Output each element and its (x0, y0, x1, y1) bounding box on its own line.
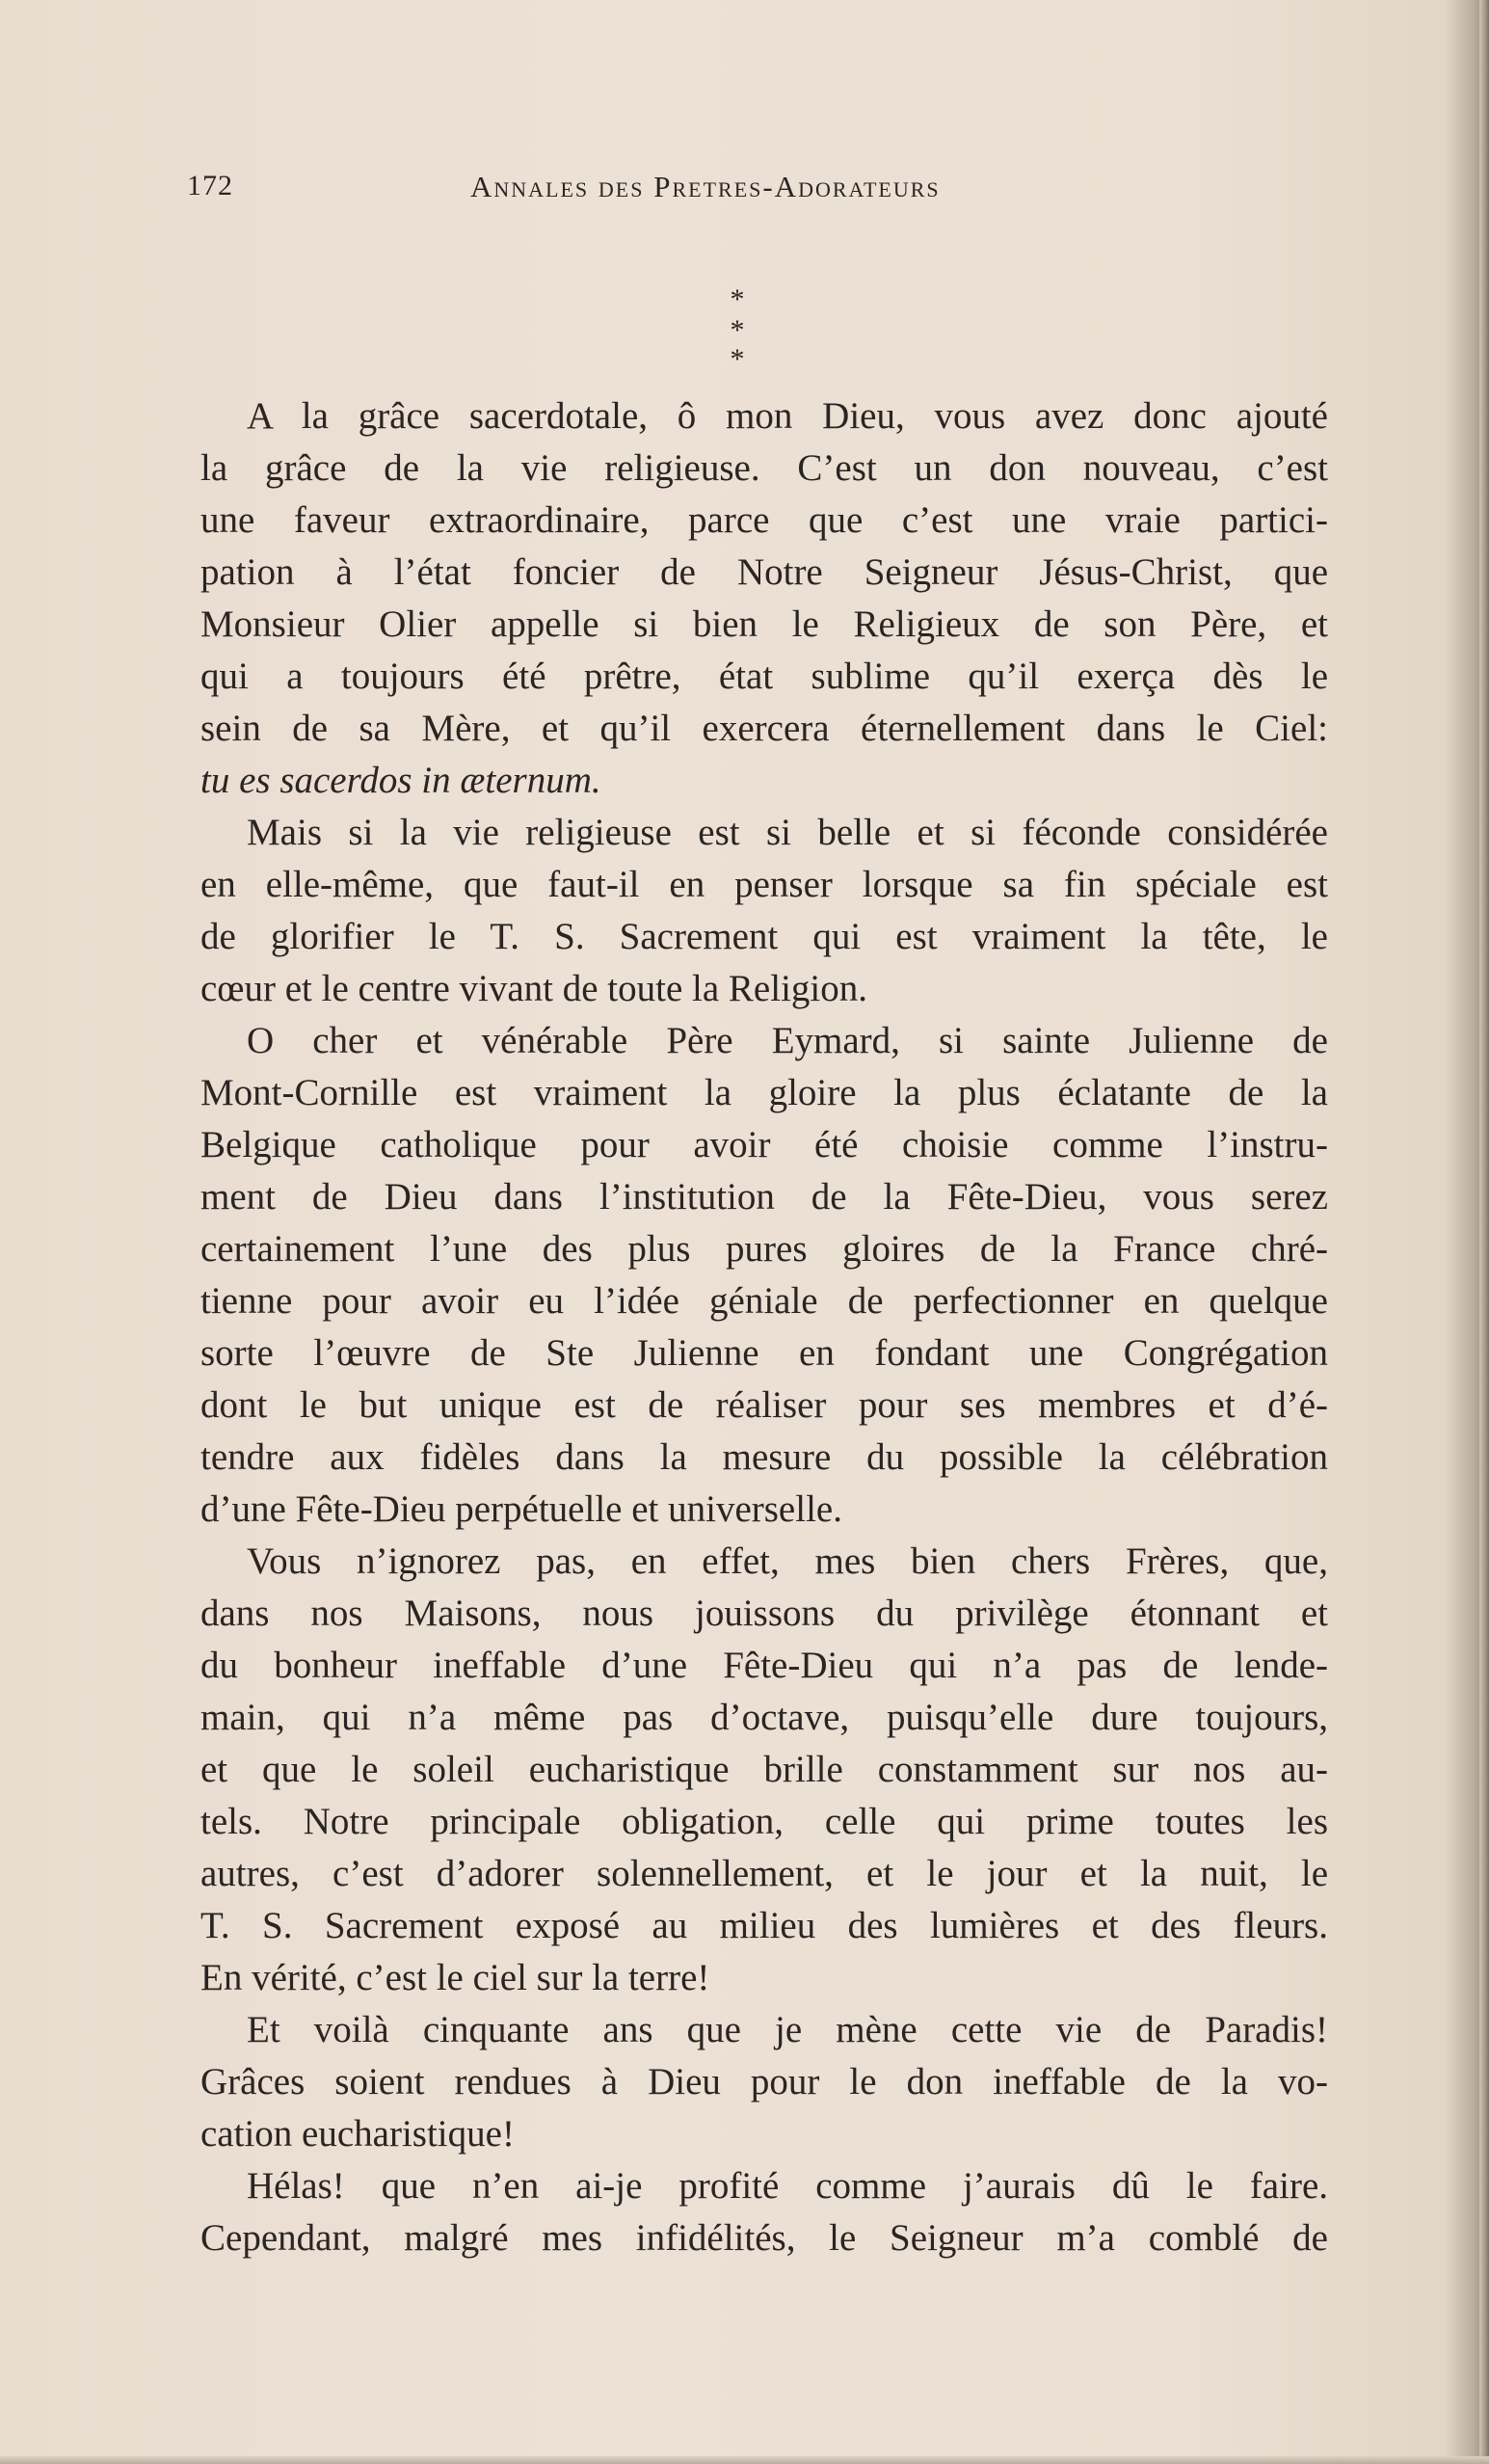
running-title: Annales des Pretres-Adorateurs (470, 170, 941, 203)
text-line: main, qui n’a même pas d’octave, puisqu’elle dure toujours, (200, 1697, 1328, 1738)
text-line: Monsieur Olier appelle si bien le Religieux de son Père, et (200, 603, 1328, 645)
text-line-italic: tu es sacerdos in æternum. (200, 760, 601, 801)
text-line: qui a toujours été prêtre, état sublime qu’il exerça dès le (200, 656, 1328, 697)
text-line: Et voilà cinquante ans que je mène cette vie de Paradis! (247, 2009, 1328, 2050)
paragraph (200, 1536, 1328, 2004)
text-line: Cependant, malgré mes infidélités, le Seigneur m’a comblé de (200, 2217, 1328, 2259)
page-number: 172 (187, 170, 233, 201)
text-line: sein de sa Mère, et qu’il exercera éternellement dans le Ciel: (200, 708, 1328, 749)
text-line: et que le soleil eucharistique brille constamment sur nos au- (200, 1749, 1328, 1790)
page-edge-bottom (0, 2456, 1489, 2464)
text-line: de glorifier le T. S. Sacrement qui est vraiment la tête, le (200, 916, 1328, 957)
text-line: ment de Dieu dans l’institution de la Fête-Dieu, vous serez (200, 1176, 1328, 1218)
text-line: En vérité, c’est le ciel sur la terre! (200, 1957, 710, 1998)
text-line: sorte l’œuvre de Ste Julienne en fondant une Congrégation (200, 1332, 1328, 1374)
asterism-bottom: * * (730, 314, 762, 375)
paragraph (200, 2160, 1328, 2264)
text-line: dont le but unique est de réaliser pour ses membres et d’é- (200, 1384, 1328, 1426)
text-line: T. S. Sacrement exposé au milieu des lumières et des fleurs. (200, 1905, 1328, 1946)
text-line: certainement l’une des plus pures gloires de la France chré- (200, 1228, 1328, 1270)
text-line: A la grâce sacerdotale, ô mon Dieu, vous avez donc ajouté (247, 395, 1328, 437)
text-line: Vous n’ignorez pas, en effet, mes bien chers Frères, que, (247, 1540, 1328, 1582)
text-line: autres, c’est d’adorer solennellement, et le jour et la nuit, le (200, 1853, 1328, 1894)
text-line: O cher et vénérable Père Eymard, si sainte Julienne de (247, 1020, 1328, 1061)
text-line: cation eucharistique! (200, 2113, 515, 2155)
text-line: en elle-même, que faut-il en penser lorsque sa fin spéciale est (200, 864, 1328, 905)
text-line: cœur et le centre vivant de toute la Religion. (200, 968, 868, 1009)
asterism-top: * (730, 283, 745, 315)
text-line: d’une Fête-Dieu perpétuelle et universelle. (200, 1488, 842, 1530)
running-head (187, 170, 1035, 212)
text-line: Belgique catholique pour avoir été choisie comme l’instru- (200, 1124, 1328, 1165)
text-line: pation à l’état foncier de Notre Seigneur Jésus-Christ, que (200, 551, 1328, 593)
text-line: une faveur extraordinaire, parce que c’est une vraie partici- (200, 499, 1328, 541)
text-line: la grâce de la vie religieuse. C’est un don nouveau, c’est (200, 447, 1328, 489)
text-line: tels. Notre principale obligation, celle qui prime toutes les (200, 1801, 1328, 1842)
text-line: dans nos Maisons, nous jouissons du privilège étonnant et (200, 1593, 1328, 1634)
page-edge-right (1479, 0, 1489, 2464)
text-line: Hélas! que n’en ai-je profité comme j’aurais dû le faire. (247, 2165, 1328, 2207)
paragraph (200, 2004, 1328, 2160)
text-line: tendre aux fidèles dans la mesure du possible la célébration (200, 1436, 1328, 1478)
paragraph (200, 1015, 1328, 1536)
text-line: Mont-Cornille est vraiment la gloire la plus éclatante de la (200, 1072, 1328, 1113)
asterism-ornament (694, 283, 781, 375)
text-line: Grâces soient rendues à Dieu pour le don ineffable de la vo- (200, 2061, 1328, 2102)
text-line: tienne pour avoir eu l’idée géniale de perfectionner en quelque (200, 1280, 1328, 1322)
paragraph (200, 390, 1328, 807)
text-line: Mais si la vie religieuse est si belle et si féconde considérée (247, 812, 1328, 853)
text-line: du bonheur ineffable d’une Fête-Dieu qui n’a pas de lende- (200, 1645, 1328, 1686)
paragraph (200, 807, 1328, 1015)
body-text (200, 390, 1328, 2264)
